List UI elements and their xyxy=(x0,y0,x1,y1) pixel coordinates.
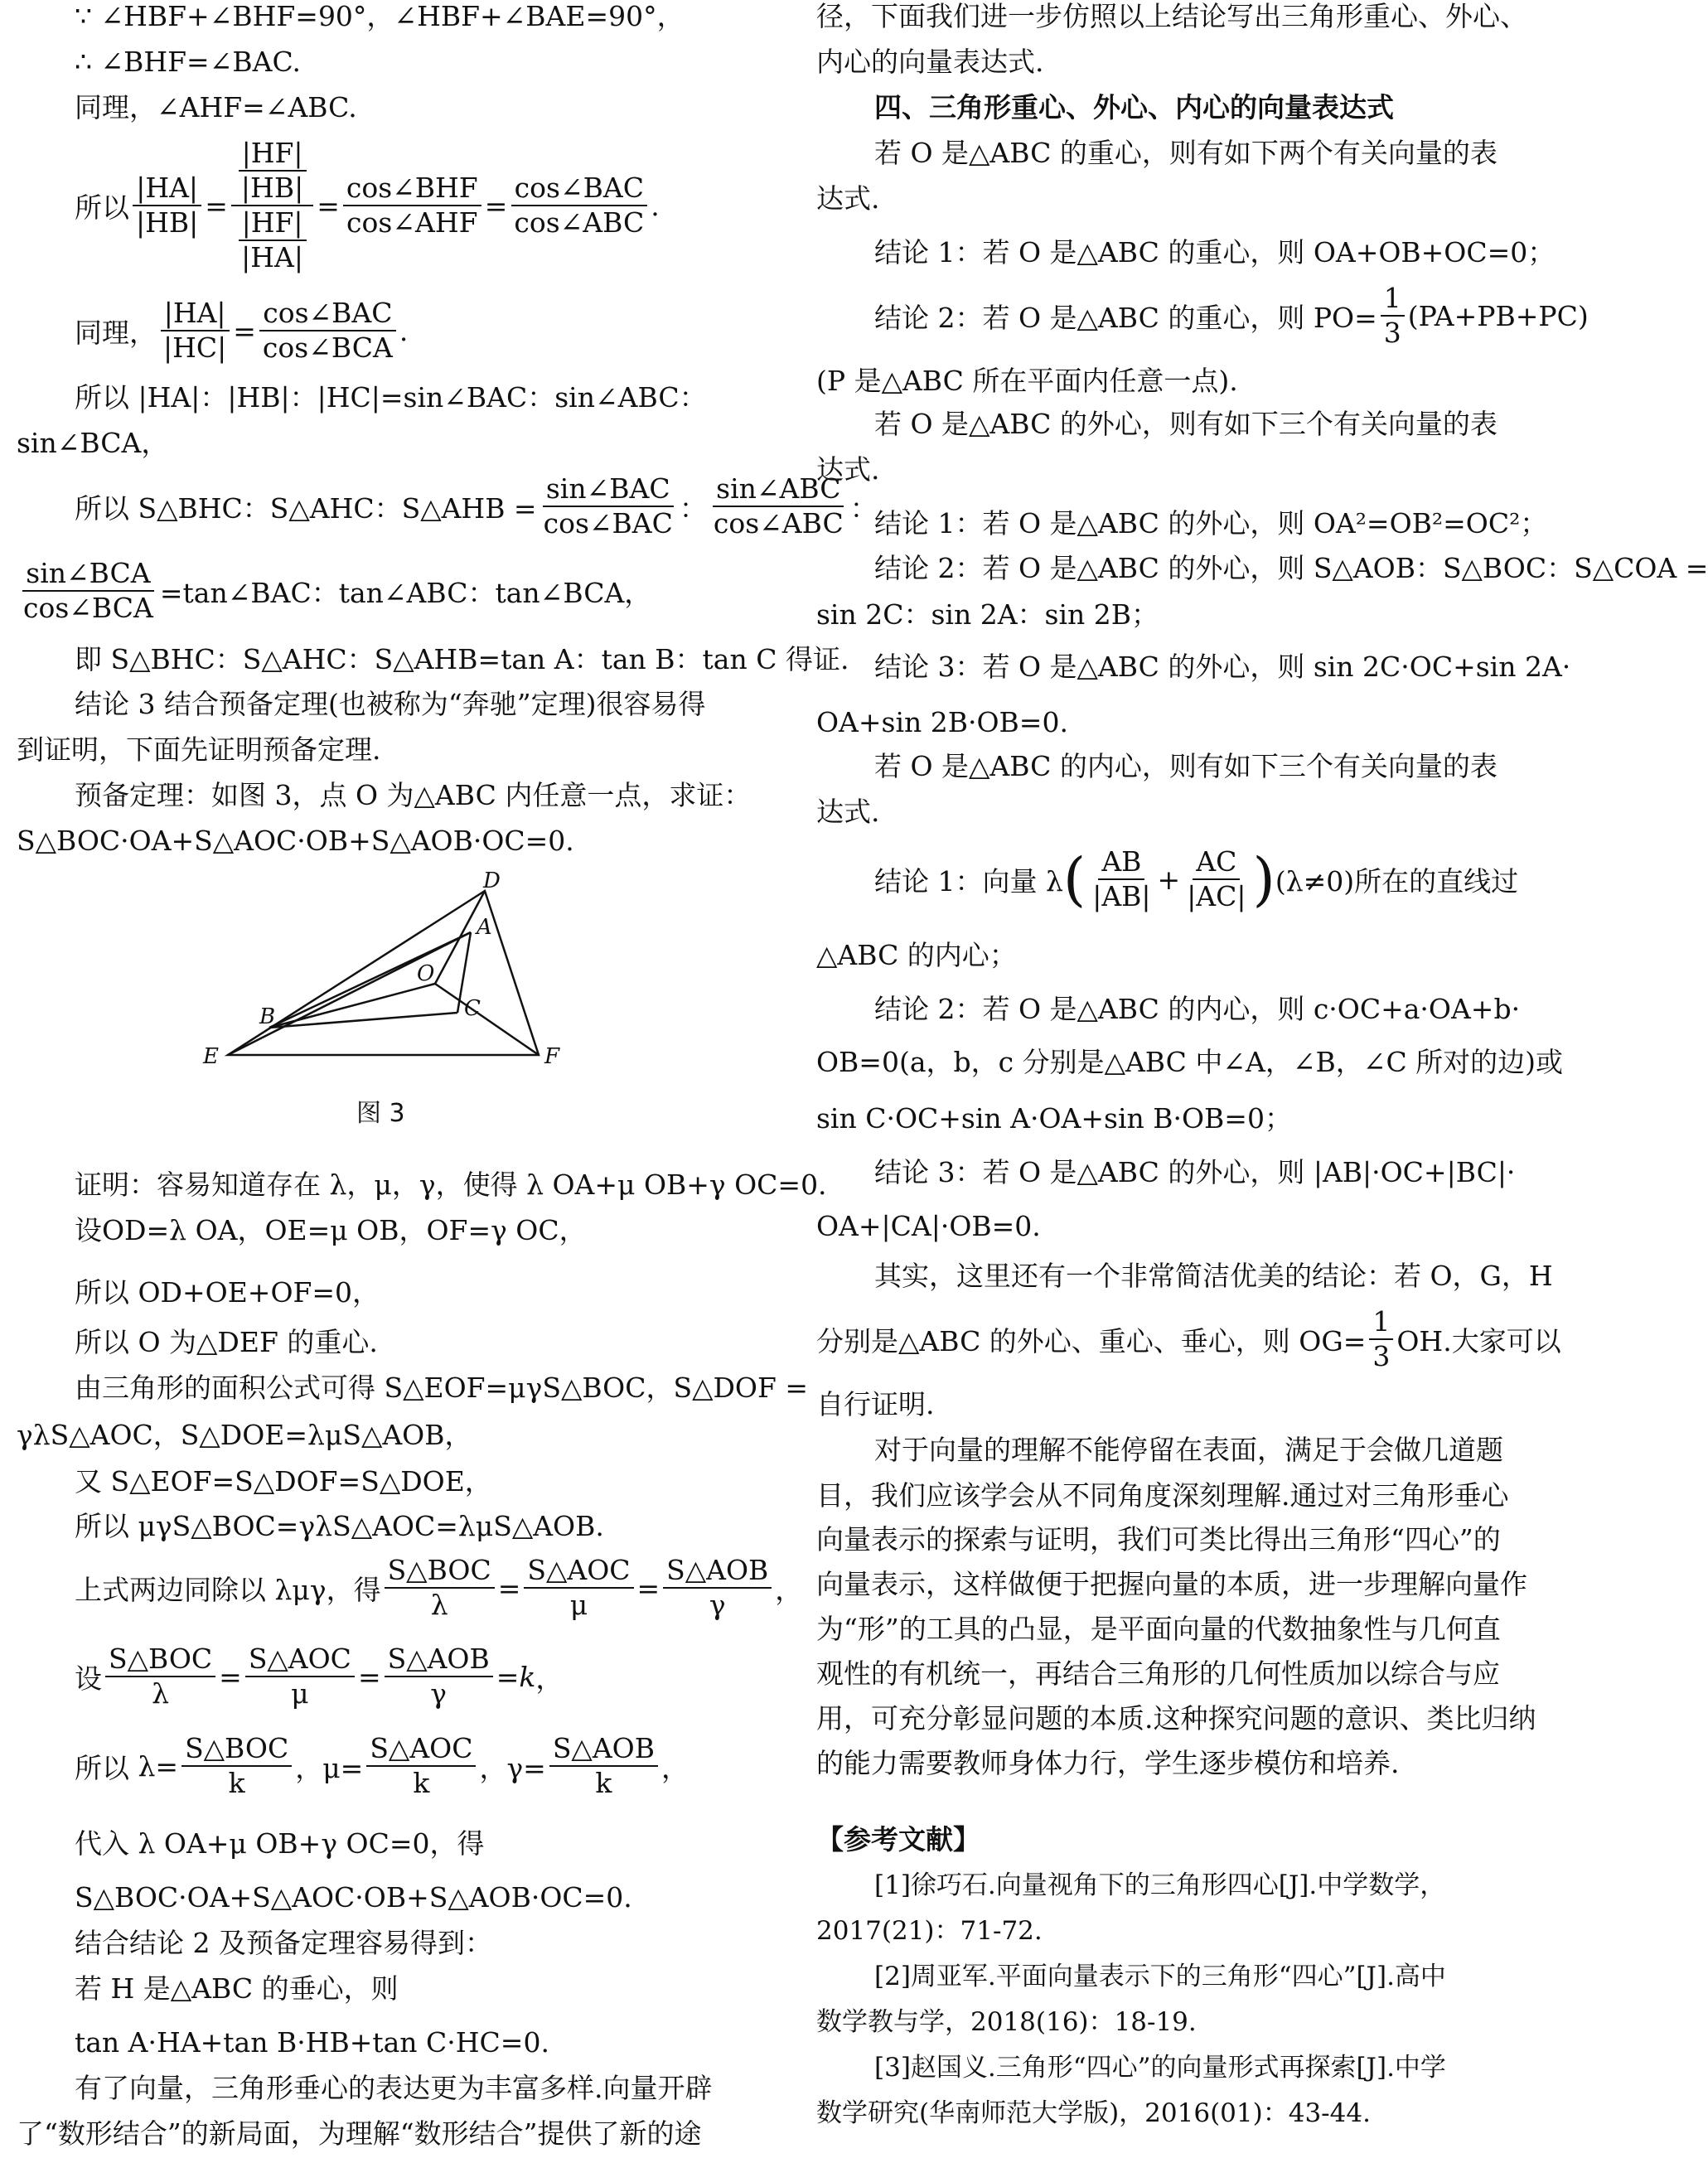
figure-caption: 图 3 xyxy=(356,1099,405,1128)
text-line: ∵ ∠HBF+∠BHF=90°，∠HBF+∠BAE=90°， xyxy=(75,0,685,32)
text-line: sin 2C：sin 2A：sin 2B； xyxy=(816,598,1159,631)
section-heading: 四、三角形重心、外心、内心的向量表达式 xyxy=(874,91,1394,123)
text-line: 结论 3：若 O 是△ABC 的外心，则 sin 2C·OC+sin 2A· xyxy=(874,651,1571,683)
label-a: A xyxy=(477,915,492,940)
label-c: C xyxy=(464,996,481,1021)
text-line: 若 O 是△ABC 的内心，则有如下三个有关向量的表 xyxy=(874,750,1498,782)
equation-set-k: 设 $\frac{\text{S△BOC}}{\lambda}$ = $\frac{\text{S△AOC}}{\mu}$ = $\frac{\text{S△AOB}}{\gamma}$ = k ， xyxy=(75,1643,564,1710)
text-line: 其实，这里还有一个非常简洁优美的结论：若 O，G，H xyxy=(874,1260,1553,1292)
text-line: 达式. xyxy=(816,453,880,486)
text-line: OB=0(a，b，c 分别是△ABC 中∠A，∠B，∠C 所对的边)或 xyxy=(816,1046,1564,1078)
text-line: 所以 μγS△BOC=γλS△AOC=λμS△AOB. xyxy=(75,1510,604,1542)
reference-2: [2]周亚军.平面向量表示下的三角形“四心”[J].高中 xyxy=(874,1962,1446,1991)
text-line: 内心的向量表达式. xyxy=(816,46,1044,78)
references-heading: 【参考文献】 xyxy=(816,1823,980,1856)
text-line: 达式. xyxy=(816,796,880,828)
text-line: 所以 OD+OE+OF=0， xyxy=(75,1276,380,1309)
text-line: OA+sin 2B·OB=0. xyxy=(816,706,1068,738)
text-line: tan A·HA+tan B·HB+tan C·HC=0. xyxy=(75,2026,549,2059)
text-line: 分别是△ABC 的外心、重心、垂心，则 OG= xyxy=(816,1324,1367,1357)
label-f: F xyxy=(544,1044,560,1069)
text-line: 所以 xyxy=(75,1751,129,1784)
text-line: (PA+PB+PC) xyxy=(1407,299,1589,332)
text-line: 所以 |HA|：|HB|：|HC|=sin∠BAC：sin∠ABC： xyxy=(75,381,707,414)
text-line: 结论 2：若 O 是△ABC 的重心，则 PO= xyxy=(874,301,1377,334)
equation-ratio-2: 同理， $\frac{|HA|}{|HC|}$ = $\frac{\text{cos∠BAC}}{\text{cos∠BCA}}$ . xyxy=(75,297,409,364)
text-line: 结论 1：若 O 是△ABC 的重心，则 OA+OB+OC=0； xyxy=(874,236,1556,269)
text-line: 用，可充分彰显问题的本质.这种探究问题的意识、类比归纳 xyxy=(816,1702,1536,1735)
text-line: 有了向量，三角形垂心的表达更为丰富多样.向量开辟 xyxy=(75,2072,713,2104)
text-line: 观性的有机统一，再结合三角形的几何性质加以综合与应 xyxy=(816,1657,1500,1690)
text-line: 结论 1：若 O 是△ABC 的外心，则 OA²=OB²=OC²； xyxy=(874,507,1548,540)
text-line: 所以 O 为△DEF 的重心. xyxy=(75,1326,378,1358)
text-line: 结论 1：向量 λ xyxy=(874,864,1063,898)
text-line: 所以 S△BHC：S△AHC：S△AHB = xyxy=(75,491,537,525)
text-line: 的能力需要教师身体力行，学生逐步模仿和培养. xyxy=(816,1747,1400,1779)
text-line: 结论 3：若 O 是△ABC 的外心，则 |AB|·OC+|BC|· xyxy=(874,1156,1516,1188)
reference-3: [3]赵国义.三角形“四心”的向量形式再探索[J].中学 xyxy=(874,2053,1446,2083)
text-line: =tan∠BAC：tan∠ABC：tan∠BCA， xyxy=(159,576,652,609)
text-line: 结论 2：若 O 是△ABC 的外心，则 S△AOB：S△BOC：S△COA = xyxy=(874,552,1708,584)
equation-incenter: 结论 1：向量 λ ( $\frac{AB}{|AB|}$ + $\frac{AC}{|AC|}$ ) (λ≠0)所在的直线过 xyxy=(874,845,1519,913)
text-line: 对于向量的理解不能停留在表面，满足于会做几道题 xyxy=(874,1434,1503,1466)
text-line: 预备定理：如图 3，点 O 为△ABC 内任意一点，求证： xyxy=(75,779,752,811)
text-line: 自行证明. xyxy=(816,1388,935,1420)
text-line: γλS△AOC，S△DOE=λμS△AOB， xyxy=(17,1419,472,1451)
text-line: OA+|CA|·OB=0. xyxy=(816,1210,1041,1242)
triangle-figure xyxy=(203,869,568,1073)
text-line: 所以 xyxy=(75,191,129,224)
text-line: 又 S△EOF=S△DOF=S△DOE， xyxy=(75,1465,492,1498)
equation-ratio: 所以 $\frac{|HA|}{|HB|}$ = $\frac{\frac{|HF|}{|HB|}}{\frac{|HF|}{|HA|}}$ = $\frac{\text{cos∠BHF}}{\text{cos∠AHF}}$ = $\frac{\text{cos∠BAC}}{\text{cos∠ABC}}$ . xyxy=(75,137,660,273)
label-e: E xyxy=(203,1044,219,1069)
label-b: B xyxy=(259,1004,276,1029)
text-line: 设 xyxy=(75,1662,102,1695)
label-d: D xyxy=(483,869,501,893)
text-line: 若 O 是△ABC 的重心，则有如下两个有关向量的表 xyxy=(874,137,1498,169)
text-line: 上式两边同除以 λμγ，得 xyxy=(75,1573,381,1606)
text-line: OH.大家可以 xyxy=(1396,1324,1561,1357)
text-line: 同理，∠AHF=∠ABC. xyxy=(75,91,357,123)
equation-euler: 分别是△ABC 的外心、重心、垂心，则 OG= $\frac{1}{3}$ OH.大家可以 xyxy=(816,1305,1561,1372)
text-line: 代入 λ OA+μ OB+γ OC=0，得 xyxy=(75,1827,485,1860)
reference-3-cont: 数学研究(华南师范大学版)，2016(01)：43-44. xyxy=(816,2098,1371,2128)
text-line: 向量表示，这样做便于把握向量的本质，进一步理解向量作 xyxy=(816,1568,1527,1600)
text-line: ∴ ∠BHF=∠BAC. xyxy=(75,46,302,78)
text-line: 若 H 是△ABC 的垂心，则 xyxy=(75,1972,399,2005)
equation-area-ratio-cont: $\frac{\text{sin∠BCA}}{\text{cos∠BCA}}$ =tan∠BAC：tan∠ABC：tan∠BCA， xyxy=(23,557,652,624)
reference-1-cont: 2017(21)：71-72. xyxy=(816,1916,1043,1946)
text-line: 径，下面我们进一步仿照以上结论写出三角形重心、外心、 xyxy=(816,0,1527,32)
reference-1: [1]徐巧石.向量视角下的三角形四心[J].中学数学， xyxy=(874,1870,1446,1900)
text-line: 结论 2：若 O 是△ABC 的内心，则 c·OC+a·OA+b· xyxy=(874,993,1521,1025)
text-line: 证明：容易知道存在 λ，μ，γ，使得 λ OA+μ OB+γ OC=0. xyxy=(75,1169,827,1201)
text-line: 若 O 是△ABC 的外心，则有如下三个有关向量的表 xyxy=(874,408,1498,440)
equation-area-ratio: 所以 S△BHC：S△AHC：S△AHB = $\frac{\text{sin∠BAC}}{\text{cos∠BAC}}$ ： $\frac{\text{sin∠ABC}}{\text{cos∠ABC}}$ ： xyxy=(75,472,878,540)
text-line: △ABC 的内心； xyxy=(816,939,1017,971)
text-line: 即 S△BHC：S△AHC：S△AHB=tan A：tan B：tan C 得证. xyxy=(75,643,849,675)
reference-2-cont: 数学教与学，2018(16)：18-19. xyxy=(816,2007,1197,2037)
text-line: (P 是△ABC 所在平面内任意一点). xyxy=(816,365,1238,397)
text-line: 向量表示的探索与证明，我们可类比得出三角形“四心”的 xyxy=(816,1523,1501,1556)
equation-lambda: 所以 λ= $\frac{\text{S△BOC}}{k}$ ，μ= $\frac{\text{S△AOC}}{k}$ ，γ= $\frac{\text{S△AOB}}{k}$ ， xyxy=(75,1732,689,1799)
text-line: (λ≠0)所在的直线过 xyxy=(1275,864,1519,898)
equation-divide: 上式两边同除以 λμγ，得 $\frac{\text{S△BOC}}{\lambda}$ = $\frac{\text{S△AOC}}{\mu}$ = $\frac{\text{S△AOB}}{\gamma}$ ， xyxy=(75,1554,803,1621)
text-line: 目，我们应该学会从不同角度深刻理解.通过对三角形垂心 xyxy=(816,1479,1509,1512)
text-line: 结论 3 结合预备定理(也被称为“奔驰”定理)很容易得 xyxy=(75,688,706,720)
text-line: 同理， xyxy=(75,316,157,349)
text-line: S△BOC·OA+S△AOC·OB+S△AOB·OC=0. xyxy=(17,825,574,857)
text-line: sin C·OC+sin A·OA+sin B·OB=0； xyxy=(816,1102,1292,1135)
text-line: 达式. xyxy=(816,182,880,215)
text-line: sin∠BCA， xyxy=(17,427,169,459)
text-line: 为“形”的工具的凸显，是平面向量的代数抽象性与几何直 xyxy=(816,1613,1501,1645)
label-o: O xyxy=(417,961,435,986)
text-line: S△BOC·OA+S△AOC·OB+S△AOB·OC=0. xyxy=(75,1881,632,1914)
text-line: 到证明，下面先证明预备定理. xyxy=(17,733,381,766)
text-line: 设OD=λ OA，OE=μ OB，OF=γ OC， xyxy=(75,1214,587,1246)
text-line: 由三角形的面积公式可得 S△EOF=μγS△BOC，S△DOF = xyxy=(75,1372,809,1404)
text-line: 结合结论 2 及预备定理容易得到： xyxy=(75,1927,492,1959)
text-line: 了“数形结合”的新局面，为理解“数形结合”提供了新的途 xyxy=(17,2117,702,2150)
equation-centroid: 结论 2：若 O 是△ABC 的重心，则 PO= $\frac{1}{3}$ (PA+PB+PC) xyxy=(874,282,1589,349)
